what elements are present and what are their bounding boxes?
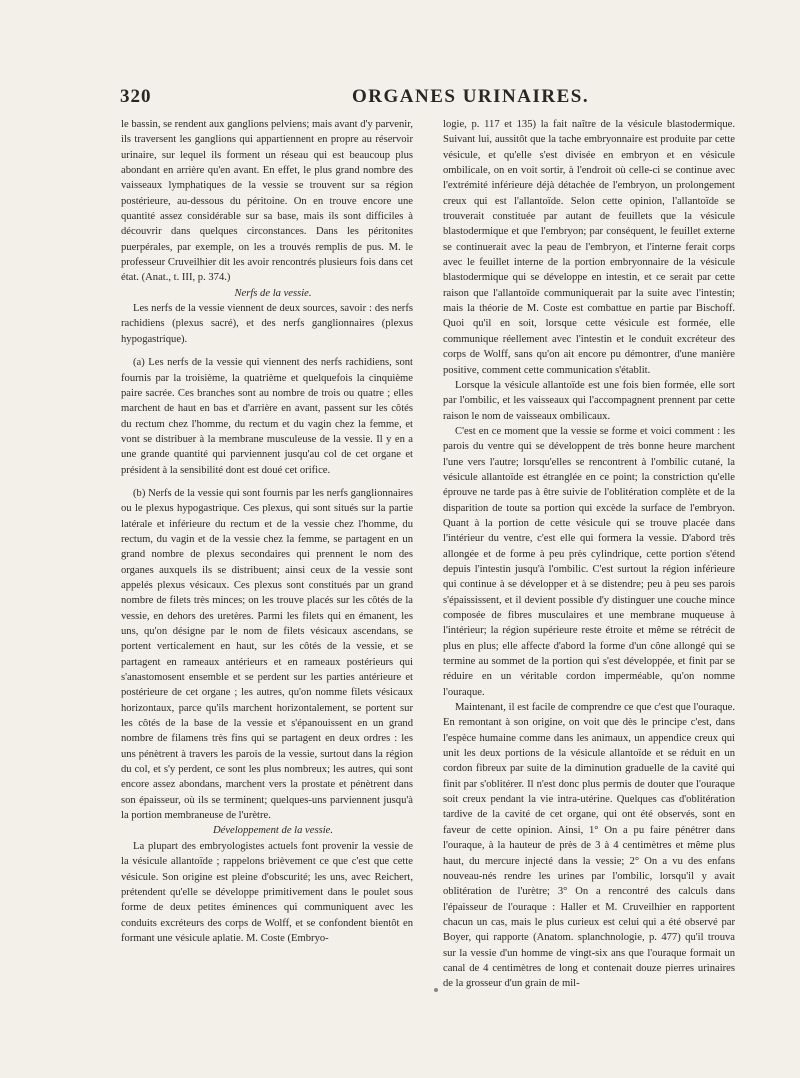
paragraph: Les nerfs de la vessie viennent de deux sources, savoir : des nerfs rachidiens (plexus sacré), et des nerfs ganglionnaires (plexus hypogastrique). xyxy=(121,303,413,345)
paragraph: (b) Nerfs de la vessie qui sont fournis par les nerfs ganglionnaires ou le plexus hypogastrique. Ces plexus, qui sont situés sur la partie latérale et inférieure du rectum et de la vessie chez l'homme, du rectum, du vagin et de la vessie chez la femme, se partagent en un grand nombre de plexus secondaires qui prennent le nom des organes auxquels ils se distribuent; ainsi ceux de la vessie sont appelés plexus vésicaux. Ces plexus sont constitués par un grand nombre de filets très minces; on les trouve placés sur les côtés de la vessie, en dehors des uretères. Parmi les filets qui en émanent, les uns, qu'on désigne par le nom de filets vésicaux ascendans, se portent verticalement en haut, sur les côtés de la vessie, et se partagent en rameaux antérieurs et en rameaux postérieurs qui s'anastomosent ensemble et se perdent sur les parties antérieure et postérieure de cet organe ; les autres, qu'on nomme filets vésicaux horizontaux, parce qu'ils marchent horizontalement, se portent sur les côtés de la base de la vessie et s'épanouissent en un grand nombre de filamens très fins qui se partagent en deux ordres : les uns pénètrent à travers les parois de la vessie, surtout dans la région du col, et s'y perdent, ce sont les plus nombreux; les autres, qui sont encore assez abondans, marchent vers la prostate et pénètrent dans son épaisseur, où ils se terminent; quelques-uns parviennent jusqu'à la portion membraneuse de l'urètre. xyxy=(121,487,413,822)
running-title: ORGANES URINAIRES. xyxy=(352,86,590,107)
page-header xyxy=(120,86,740,116)
section-title-developpement: Développement de la vessie. xyxy=(212,825,333,837)
paragraph: C'est en ce moment que la vessie se forme et voici comment : les parois du ventre qui se développent de très bonne heure marchent l'une vers l'autre; lorsqu'elles se rencontrent à l'ombilic cutané, la vésicule allantoïde est étranglée en ce point; la constriction qu'elle éprouve ne tarde pas à être suivie de l'oblitération complète et de la disparition de toute sa portion qui excède la surface de l'embryon. Quant à la portion de cette vésicule qui se trouve placée dans l'intérieur du ventre, c'est elle qui formera la vessie. D'abord très allongée et de forme à peu près cylindrique, cette portion s'étend depuis l'intestin jusqu'à l'ombilic. C'est surtout la région inférieure qui continue à se développer et à se distendre; peu à peu ses parois s'épaississent, et il devient possible d'y distinguer une couche mince composée de fibres musculaires et une membrane muqueuse à l'intérieur; la région supérieure reste étroite et même se rétrécit de plus en plus; elle affecte d'abord la forme d'un cône allongé qui se termine au sommet de la portion qui s'est développée, et finit par se réduire en un véritable cordon imperméable, qu'on nomme l'ouraque. xyxy=(443,425,735,698)
paragraph: le bassin, se rendent aux ganglions pelviens; mais avant d'y parvenir, ils traversent les ganglions qui appartiennent en propre au réservoir urinaire, sur lequel ils forment un réseau qui est beaucoup plus abondant en arrière qu'en avant. En effet, le plus grand nombre des vaisseaux lymphatiques de la vessie se trouvent sur sa région postérieure, au-dessous du péritoine. On en trouve encore une quantité assez considérable sur sa base, mais ils sont difficiles à découvrir dans quelques circonstances. Dans les péritonites puerpérales, par exemple, on les a trouvés remplis de pus. M. le professeur Cruveilhier dit les avoir rencontrés plusieurs fois dans cet état. (Anat., t. III, p. 374.) xyxy=(121,119,413,284)
paragraph: Maintenant, il est facile de comprendre ce que c'est que l'ouraque. En remontant à son origine, on voit que dès le principe c'est, dans l'espèce humaine comme dans les animaux, un appendice creux qui unit les deux portions de la vésicule allantoïde et se réduit en un cordon fibreux par suite de la diminution graduelle de la cavité qui finit par s'oblitérer. Il n'est donc plus permis de douter que l'ouraque soit creux pendant la vie intra-utérine. Quelques cas d'oblitération tardive de la cavité de cet organe, qui ont été observés, sont en faveur de cette opinion. Ainsi, 1° On a pu faire pénétrer dans l'ouraque, à la hauteur de près de 3 à 4 centimètres et même plus haut, du mercure injecté dans la vessie; 2° On a vu des enfans nouveau-nés rendre les urines par l'ombilic, lorsqu'il y avait oblitération de l'urètre; 3° On a rencontré des calculs dans l'épaisseur de l'ouraque : Haller et M. Cruveilhier en rapportent chacun un cas, mais le plus curieux est celui qui a été observé par Boyer, qui rapporte (Anatom. splanchnologie, p. 477) qu'il trouva sur la vessie d'un homme de vingt-six ans que l'ouraque formait un canal de 4 centimètres de long et contenait douze pierres urinaires de la grosseur d'un grain de mil- xyxy=(443,702,735,990)
section-title-nerfs: Nerfs de la vessie. xyxy=(234,287,312,299)
page-number: 320 xyxy=(120,86,152,107)
paragraph: Lorsque la vésicule allantoïde est une fois bien formée, elle sort par l'ombilic, et les vaisseaux qui l'accompagnent prennent par cette raison le nom de vaisseaux ombilicaux. xyxy=(443,379,735,422)
paragraph: La plupart des embryologistes actuels font provenir la vessie de la vésicule allantoïde ; rappelons brièvement ce que c'est que cette vésicule. Son origine est pleine d'obscurité; les uns, avec Reichert, prétendent qu'elle se développe primitivement dans le poulet sous forme de deux petites éminences qui communiquent avec les conduits excréteurs des corps de Wolff, et se confondent bientôt en formant une vésicule aplatie. M. Coste (Embryo- xyxy=(121,840,413,944)
right-column xyxy=(443,117,735,992)
paragraph: (a) Les nerfs de la vessie qui viennent des nerfs rachidiens, sont fournis par la troisième, la quatrième et quelquefois la cinquième paire sacrée. Ces branches sont au nombre de trois ou quatre ; elles marchent de haut en bas et d'arrière en avant, passent sur les côtés du rectum chez l'homme, du rectum et du vagin chez la femme, et vont se distribuer à la membrane musculeuse de la vessie. Il y en a une grande quantité qui parviennent jusqu'au col de cet organe et président à la sensibilité dont est doué cet orifice. xyxy=(121,357,413,476)
left-column xyxy=(121,117,413,946)
pencil-mark xyxy=(434,988,438,992)
paragraph: logie, p. 117 et 135) la fait naître de la vésicule blastodermique. Suivant lui, aussitôt que la tache embryonnaire est produite par cette vésicule, et qu'elle s'est divisée en embryon et en vésicule ombilicale, on en voit sortir, à l'endroit où celle-ci se continue avec l'extrémité inférieure déjà détachée de l'embryon, un prolongement creux qui est l'allantoïde. Selon cette opinion, l'allantoïde se trouverait constituée par autant de feuillets que la vésicule blastodermique et que l'embryon; par conséquent, le feuillet externe se continuerait avec la peau de l'embryon, et l'interne ferait corps avec le feuillet interne de la portion embryonnaire de la vésicule blastodermique qui se développe en intestin, et ce serait par cette raison que l'allantoïde communiquerait par la suite avec l'intestin; mais la théorie de M. Coste est combattue en partie par Bischoff. Quoi qu'il en soit, lorsque cette vésicule est formée, elle communique réellement avec l'intestin et le conduit excréteur des corps de Wolff, sans qu'on ait encore pu démontrer, d'une manière positive, comment cette communication s'établit. xyxy=(443,119,735,376)
